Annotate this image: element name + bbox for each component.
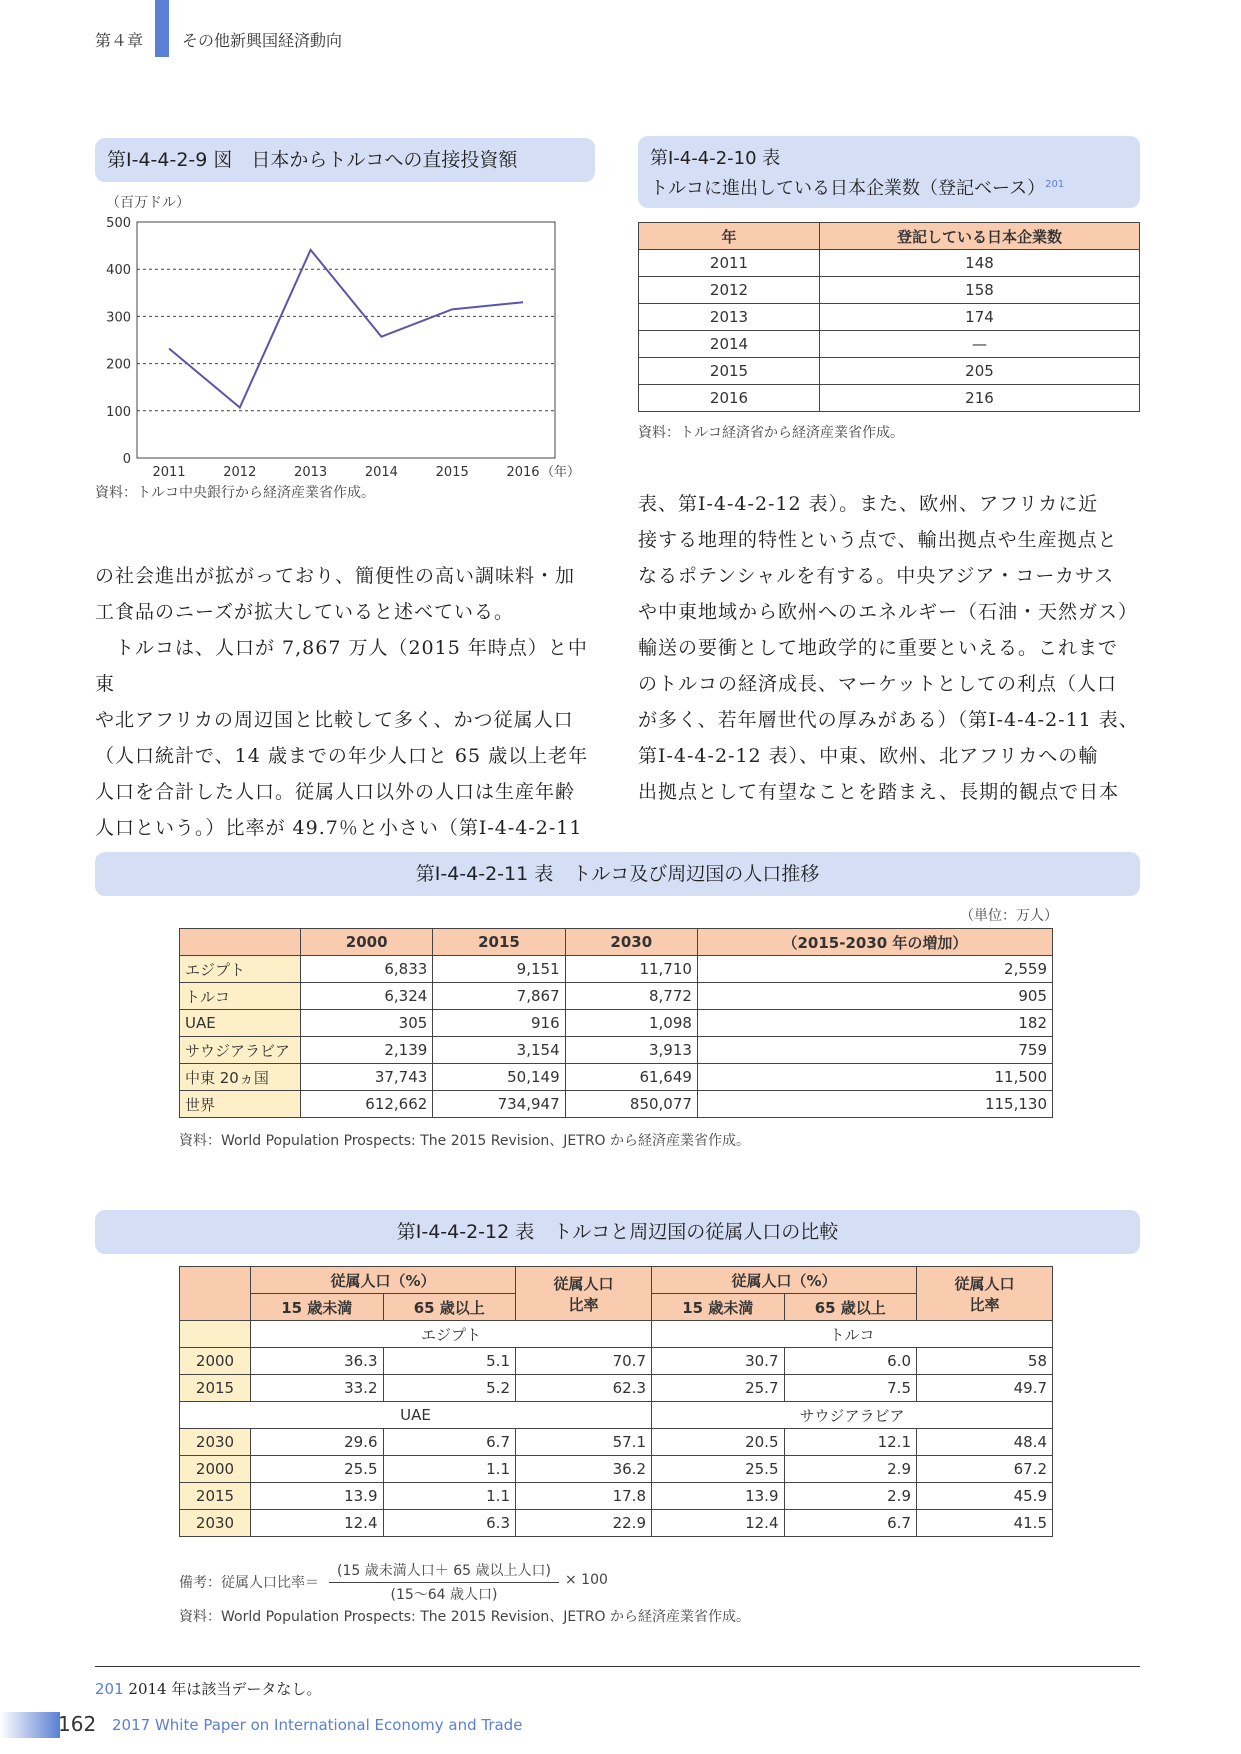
table-cell: 2012: [639, 277, 820, 304]
table-cell: 12.4: [652, 1510, 785, 1537]
formula-denominator: (15〜64 歳人口): [390, 1587, 498, 1603]
table-cell: 916: [433, 1010, 565, 1037]
page-number: 162: [58, 1712, 97, 1736]
formula-label: 備考：従属人口比率＝: [179, 1575, 319, 1591]
x-tick-label: 2013: [294, 465, 328, 480]
table-row: [180, 1064, 1053, 1091]
table-cell: 70.7: [516, 1348, 652, 1375]
table-cell: 5.2: [383, 1375, 516, 1402]
table-row: [180, 1348, 1053, 1375]
table-cell: 734,947: [433, 1091, 565, 1118]
table-cell: 2.9: [784, 1483, 917, 1510]
table-row: [639, 385, 1140, 412]
table-cell: —: [820, 331, 1140, 358]
table-cell: 9,151: [433, 956, 565, 983]
table-cell: 115,130: [697, 1091, 1052, 1118]
x-tick-label: 2016: [506, 465, 540, 480]
table-row: [180, 956, 1053, 983]
table-cell: 57.1: [516, 1429, 652, 1456]
table10-caption-line2: トルコに進出している日本企業数（登記ベース）: [650, 178, 1046, 199]
table12-caption: 第Ⅰ-4-4-2-12 表 トルコと周辺国の従属人口の比較: [95, 1210, 1140, 1254]
table-cell: 12.1: [784, 1429, 917, 1456]
x-tick-label: 2012: [223, 465, 257, 480]
table-cell: 37,743: [301, 1064, 433, 1091]
table-cell: 5.1: [383, 1348, 516, 1375]
table11: [179, 928, 1053, 1118]
table-cell: 49.7: [917, 1375, 1053, 1402]
figure-caption: 第Ⅰ-4-4-2-9 図 日本からトルコへの直接投資額: [95, 138, 595, 182]
table-row: [639, 358, 1140, 385]
table-row: [180, 1456, 1053, 1483]
table-row: [639, 277, 1140, 304]
table12-ratio-header: 従属人口 比率: [917, 1267, 1053, 1321]
footnote-divider: [95, 1666, 1140, 1667]
y-tick-label: 200: [106, 357, 131, 373]
table12-sub-header: 15 歳未満: [251, 1294, 384, 1321]
table12: [179, 1266, 1053, 1537]
table-cell: 58: [917, 1348, 1053, 1375]
formula-numerator: (15 歳未満人口＋ 65 歳以上人口): [329, 1560, 559, 1583]
table-cell: 13.9: [251, 1483, 384, 1510]
table12-sub-header: 15 歳未満: [652, 1294, 785, 1321]
country-label: サウジアラビア: [652, 1402, 1053, 1429]
table-cell: 3,154: [433, 1037, 565, 1064]
table10-caption: [638, 136, 1140, 208]
chapter-label: 第４章: [95, 31, 144, 50]
table-cell: 174: [820, 304, 1140, 331]
table-cell: 7.5: [784, 1375, 917, 1402]
body-line: が多く、若年層世代の厚みがある）（第Ⅰ-4-4-2-11 表、: [638, 709, 1139, 731]
table-row: [639, 304, 1140, 331]
formula-multiplier: × 100: [565, 1572, 608, 1588]
table-cell: 2013: [639, 304, 820, 331]
table-cell: 67.2: [917, 1456, 1053, 1483]
table-cell: 6.7: [383, 1429, 516, 1456]
table-cell: 6.0: [784, 1348, 917, 1375]
footnote-ref[interactable]: 201: [1045, 179, 1065, 190]
row-label: 2000: [180, 1348, 251, 1375]
table11-header: 2030: [565, 929, 697, 956]
table-cell: 17.8: [516, 1483, 652, 1510]
table-row: [180, 1010, 1053, 1037]
table-row: [180, 1510, 1053, 1537]
table-cell: 2014: [639, 331, 820, 358]
table-cell: 2015: [639, 358, 820, 385]
table-cell: 1,098: [565, 1010, 697, 1037]
y-tick-label: 100: [106, 404, 131, 420]
table12-ratio-header: 従属人口 比率: [516, 1267, 652, 1321]
footnote: 201 2014 年は該当データなし。: [95, 1680, 322, 1698]
table-cell: 12.4: [251, 1510, 384, 1537]
body-line: なるポテンシャルを有する。中央アジア・コーカサス: [638, 565, 1115, 587]
table12-sub-header: 65 歳以上: [383, 1294, 516, 1321]
table-cell: 1.1: [383, 1456, 516, 1483]
table12-sub-header: 65 歳以上: [784, 1294, 917, 1321]
body-line: トルコは、人口が 7,867 万人（2015 年時点）と中東: [95, 637, 588, 695]
table-cell: 3,913: [565, 1037, 697, 1064]
table-cell: 6.3: [383, 1510, 516, 1537]
country-label: エジプト: [251, 1321, 652, 1348]
table-cell: 50,149: [433, 1064, 565, 1091]
table-cell: 305: [301, 1010, 433, 1037]
body-line: 接する地理的特性という点で、輸出拠点や生産拠点と: [638, 529, 1118, 551]
table-cell: 2,559: [697, 956, 1052, 983]
chapter-title: その他新興国経済動向: [182, 31, 343, 50]
chart-unit-label: （百万ドル）: [106, 195, 190, 211]
table12-corner: [180, 1267, 251, 1321]
table-cell: 61,649: [565, 1064, 697, 1091]
body-text-right: [638, 486, 1148, 810]
table-cell: 45.9: [917, 1483, 1053, 1510]
table-cell: 25.7: [652, 1375, 785, 1402]
row-label: 2030: [180, 1510, 251, 1537]
table-cell: 850,077: [565, 1091, 697, 1118]
x-tick-label: 2011: [152, 465, 186, 480]
row-label: 2030: [180, 1429, 251, 1456]
table-row: [180, 1429, 1053, 1456]
body-line: 人口を合計した人口。従属人口以外の人口は生産年齢: [95, 781, 576, 803]
body-line: （人口統計で、14 歳までの年少人口と 65 歳以上老年: [95, 745, 589, 767]
table-cell: 612,662: [301, 1091, 433, 1118]
x-axis-suffix: （年）: [541, 465, 581, 480]
row-label: UAE: [180, 1010, 301, 1037]
table-cell: 6.7: [784, 1510, 917, 1537]
table12-group-header: 従属人口（%）: [652, 1267, 917, 1294]
table10-header: 登記している日本企業数: [820, 223, 1140, 250]
table11-source: 資料：World Population Prospects: The 2015 Revision、JETRO から経済産業省作成。: [179, 1133, 751, 1149]
body-line: や北アフリカの周辺国と比較して多く、かつ従属人口: [95, 709, 574, 731]
table-cell: 182: [697, 1010, 1052, 1037]
row-label: トルコ: [180, 983, 301, 1010]
table10-source: 資料：トルコ経済省から経済産業省作成。: [638, 425, 904, 441]
y-tick-label: 0: [122, 452, 131, 467]
row-label: 2000: [180, 1456, 251, 1483]
table-cell: 2011: [639, 250, 820, 277]
table-cell: 6,833: [301, 956, 433, 983]
table-cell: 2,139: [301, 1037, 433, 1064]
table-row: [180, 983, 1053, 1010]
country-label: UAE: [180, 1402, 652, 1429]
body-line: のトルコの経済成長、マーケットとしての利点（人口: [638, 673, 1118, 695]
table-cell: 48.4: [917, 1429, 1053, 1456]
table-cell: 25.5: [652, 1456, 785, 1483]
table-cell: 25.5: [251, 1456, 384, 1483]
table11-caption: 第Ⅰ-4-4-2-11 表 トルコ及び周辺国の人口推移: [95, 852, 1140, 896]
table12-blank-cell: [180, 1321, 251, 1348]
table-cell: 22.9: [516, 1510, 652, 1537]
table-cell: 36.2: [516, 1456, 652, 1483]
table-cell: 2016: [639, 385, 820, 412]
table11-header: （2015-2030 年の増加）: [697, 929, 1052, 956]
table10-header: 年: [639, 223, 820, 250]
table-cell: 905: [697, 983, 1052, 1010]
table-row: [180, 1375, 1053, 1402]
table-cell: 11,710: [565, 956, 697, 983]
table-cell: 148: [820, 250, 1140, 277]
table-cell: 216: [820, 385, 1140, 412]
table-cell: 2.9: [784, 1456, 917, 1483]
table-row: [180, 1091, 1053, 1118]
header-accent-bar: [155, 0, 169, 57]
table-cell: 205: [820, 358, 1140, 385]
table-cell: 6,324: [301, 983, 433, 1010]
plot-frame: [137, 222, 555, 458]
body-line: 第Ⅰ-4-4-2-12 表）、中東、欧州、北アフリカへの輸: [638, 745, 1099, 767]
table11-unit: （単位：万人）: [960, 908, 1058, 924]
row-label: 世界: [180, 1091, 301, 1118]
table-row: [639, 331, 1140, 358]
table-cell: 30.7: [652, 1348, 785, 1375]
series-line: [169, 250, 523, 408]
country-label: トルコ: [652, 1321, 1053, 1348]
table12-source: 資料：World Population Prospects: The 2015 Revision、JETRO から経済産業省作成。: [179, 1609, 751, 1625]
row-label: 2015: [180, 1483, 251, 1510]
publication-title: 2017 White Paper on International Economy and Trade: [112, 1716, 523, 1734]
table12-group-header: 従属人口（%）: [251, 1267, 516, 1294]
table-cell: 41.5: [917, 1510, 1053, 1537]
page-accent-bar: [0, 1712, 60, 1738]
figure-source: 資料：トルコ中央銀行から経済産業省作成。: [95, 485, 375, 501]
y-tick-label: 300: [106, 310, 131, 326]
body-line: 工食品のニーズが拡大していると述べている。: [95, 601, 515, 623]
table10: [638, 222, 1140, 412]
table-row: [180, 1483, 1053, 1510]
body-line: 出拠点として有望なことを踏まえ、長期的観点で日本: [638, 781, 1120, 803]
x-tick-label: 2015: [435, 465, 469, 480]
body-line: の社会進出が拡がっており、簡便性の高い調味料・加: [95, 565, 576, 587]
table-cell: 13.9: [652, 1483, 785, 1510]
table10-caption-line1: 第Ⅰ-4-4-2-10 表: [650, 148, 781, 169]
table-row: [180, 1037, 1053, 1064]
table-cell: 7,867: [433, 983, 565, 1010]
table-cell: 29.6: [251, 1429, 384, 1456]
table-cell: 759: [697, 1037, 1052, 1064]
body-line: や中東地域から欧州へのエネルギー（石油・天然ガス）: [638, 601, 1139, 623]
table-cell: 8,772: [565, 983, 697, 1010]
table-cell: 11,500: [697, 1064, 1052, 1091]
row-label: エジプト: [180, 956, 301, 983]
body-line: 輸送の要衝として地政学的に重要といえる。これまで: [638, 637, 1119, 659]
table-cell: 158: [820, 277, 1140, 304]
table11-header: 2000: [301, 929, 433, 956]
table-row: [639, 250, 1140, 277]
row-label: 2015: [180, 1375, 251, 1402]
table11-header: [180, 929, 301, 956]
table-cell: 36.3: [251, 1348, 384, 1375]
y-tick-label: 400: [106, 263, 131, 279]
table-cell: 20.5: [652, 1429, 785, 1456]
table-cell: 62.3: [516, 1375, 652, 1402]
x-tick-label: 2014: [364, 465, 398, 480]
table-cell: 1.1: [383, 1483, 516, 1510]
table-cell: 33.2: [251, 1375, 384, 1402]
y-tick-label: 500: [106, 216, 131, 231]
row-label: 中東 20ヵ国: [180, 1064, 301, 1091]
body-text-left: [95, 558, 605, 846]
investment-line-chart: [95, 205, 605, 485]
body-line: 人口という。）比率が 49.7％と小さい（第Ⅰ-4-4-2-11: [95, 817, 583, 839]
row-label: サウジアラビア: [180, 1037, 301, 1064]
body-line: 表、第Ⅰ-4-4-2-12 表）。また、欧州、アフリカに近: [638, 493, 1099, 515]
table11-header: 2015: [433, 929, 565, 956]
